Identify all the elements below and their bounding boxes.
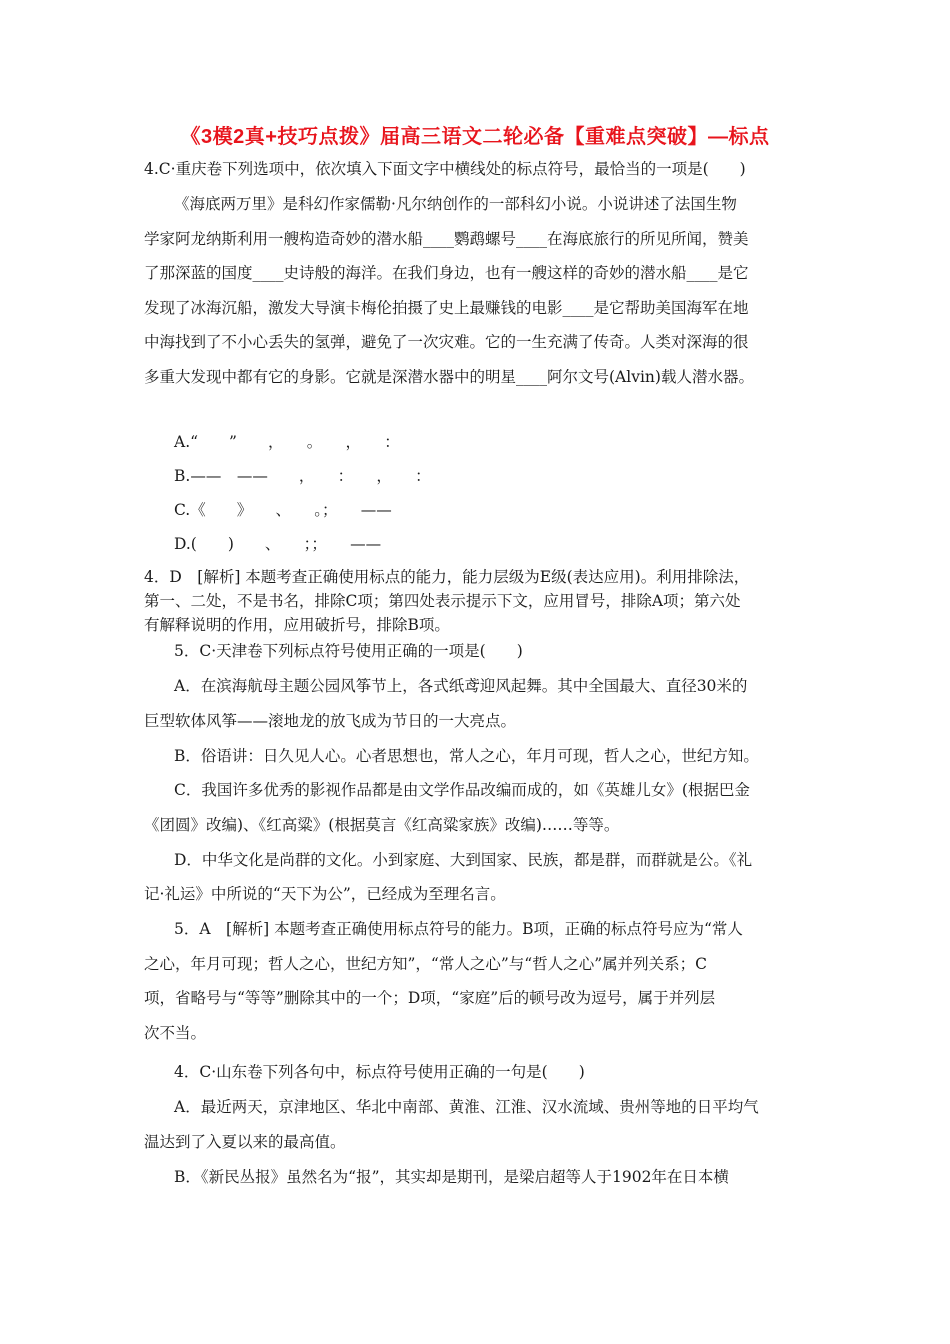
page-title: 《3模2真+技巧点拨》届高三语文二轮必备【重难点突破】—标点 bbox=[180, 126, 770, 148]
q2-answer-line: 5．A [解析] 本题考查正确使用标点符号的能力。B项，正确的标点符号应为“常人 bbox=[174, 920, 743, 938]
q1-option-b: B.—— —— ， ： ， ： bbox=[174, 467, 431, 485]
q2-option-a: A．在滨海航母主题公园风筝节上，各式纸鸢迎风起舞。其中全国最大、直径30米的 bbox=[174, 677, 748, 695]
q3-option-a-cont: 温达到了入夏以来的最高值。 bbox=[144, 1133, 346, 1151]
q1-stem: 4.C·重庆卷下列选项中，依次填入下面文字中横线处的标点符号，最恰当的一项是( ) bbox=[144, 160, 746, 178]
q3-option-a: A．最近两天，京津地区、华北中南部、黄淮、江淮、汉水流域、贵州等地的日平均气 bbox=[174, 1098, 759, 1116]
q2-answer-line: 项，省略号与“等等”删除其中的一个；D项，“家庭”后的顿号改为逗号，属于并列层 bbox=[144, 989, 716, 1007]
q1-option-d: D.( ) 、 ；； —— bbox=[174, 535, 382, 553]
q1-answer-line: 有解释说明的作用，应用破折号，排除B项。 bbox=[144, 616, 450, 634]
q1-passage-line: 了那深蓝的国度____史诗般的海洋。在我们身边，也有一艘这样的奇妙的潜水船____是它 bbox=[144, 264, 749, 282]
q3-stem: 4．C·山东卷下列各句中，标点符号使用正确的一句是( ) bbox=[174, 1063, 585, 1081]
q2-option-d-cont: 记·礼运》中所说的“天下为公”，已经成为至理名言。 bbox=[144, 885, 506, 903]
q1-option-a: A.“ ” ， 。 ， ： bbox=[174, 433, 400, 451]
q1-passage-line: 《海底两万里》是科幻作家儒勒·凡尔纳创作的一部科幻小说。小说讲述了法国生物 bbox=[174, 195, 737, 213]
q3-option-b: B．《新民丛报》虽然名为“报”，其实却是期刊，是梁启超等人于1902年在日本横 bbox=[174, 1168, 729, 1186]
q1-passage-line: 发现了冰海沉船，激发大导演卡梅伦拍摄了史上最赚钱的电影____是它帮助美国海军在地 bbox=[144, 299, 749, 317]
q2-answer-line: 之心，年月可现；哲人之心，世纪方知”，“常人之心”与“哲人之心”属并列关系；C bbox=[144, 955, 707, 973]
q1-passage-line: 中海找到了不小心丢失的氢弹，避免了一次灾难。它的一生充满了传奇。人类对深海的很 bbox=[144, 333, 749, 351]
q2-option-a-cont: 巨型软体风筝——滚地龙的放飞成为节日的一大亮点。 bbox=[144, 712, 517, 730]
q2-option-c-cont: 《团圆》改编)、《红高粱》(根据莫言《红高粱家族》改编)……等等。 bbox=[144, 816, 620, 834]
q1-passage-line: 学家阿龙纳斯利用一艘构造奇妙的潜水船____鹦鹉螺号____在海底旅行的所见所闻，赞美 bbox=[144, 230, 749, 248]
q2-option-d: D．中华文化是尚群的文化。小到家庭、大到国家、民族，都是群，而群就是公。《礼 bbox=[174, 851, 753, 869]
q2-option-b: B．俗语讲：日久见人心。心者思想也，常人之心，年月可现，哲人之心，世纪方知。 bbox=[174, 747, 759, 765]
q1-answer-line: 4．D [解析] 本题考查正确使用标点的能力，能力层级为E级(表达应用)。利用排除法， bbox=[144, 568, 750, 586]
q2-option-c: C．我国许多优秀的影视作品都是由文学作品改编而成的，如《英雄儿女》(根据巴金 bbox=[174, 781, 750, 799]
q1-passage-line: 多重大发现中都有它的身影。它就是深潜水器中的明星____阿尔文号(Alvin)载人潜水器。 bbox=[144, 368, 754, 386]
q1-answer-line: 第一、二处，不是书名，排除C项；第四处表示提示下文，应用冒号，排除A项；第六处 bbox=[144, 592, 741, 610]
q2-answer-line: 次不当。 bbox=[144, 1024, 207, 1042]
q2-stem: 5．C·天津卷下列标点符号使用正确的一项是( ) bbox=[174, 642, 523, 660]
q1-option-c: C.《 》 、 。； —— bbox=[174, 501, 392, 519]
